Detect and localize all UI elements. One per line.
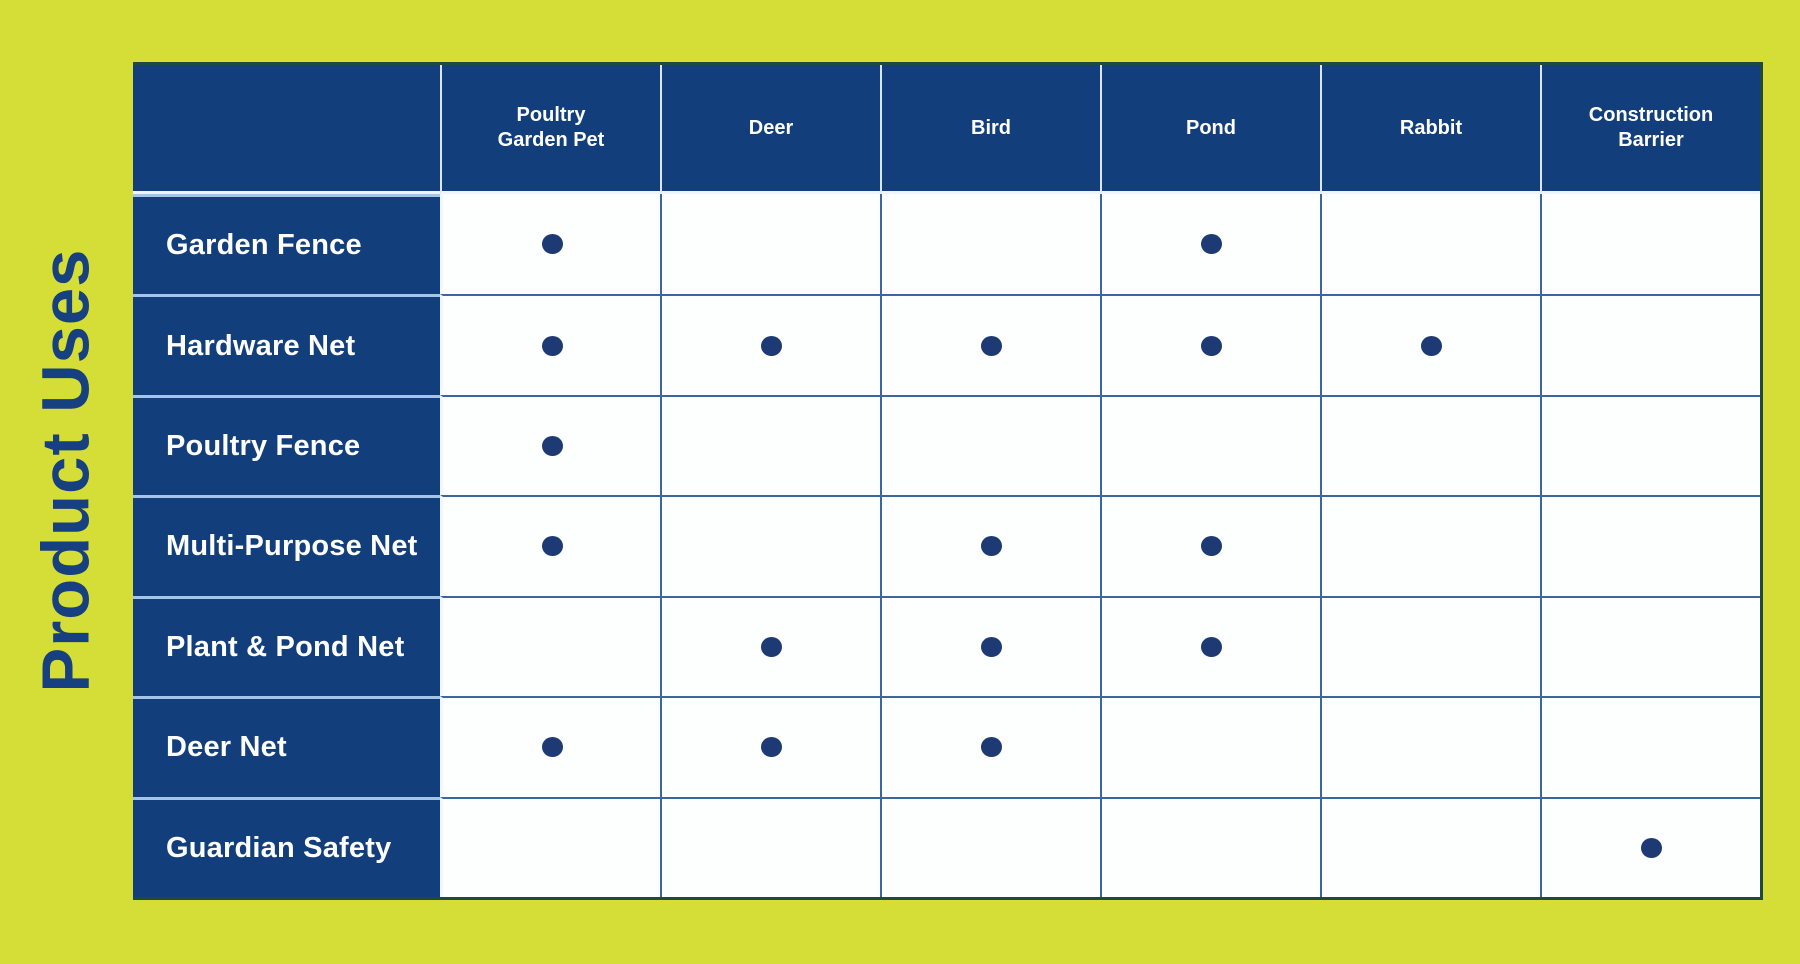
dot-marker: [542, 737, 563, 757]
matrix-cell-poultry-fence-pond: [1100, 395, 1320, 495]
matrix-cell-garden-fence-bird: [880, 194, 1100, 294]
dot-marker: [1201, 536, 1222, 556]
matrix-cell-guardian-safety-poultry-garden-pet: [440, 797, 660, 897]
dot-marker: [981, 637, 1002, 657]
dot-marker: [981, 536, 1002, 556]
column-header-deer: [660, 65, 880, 194]
dot-marker: [1421, 336, 1442, 356]
matrix-cell-deer-net-pond: [1100, 696, 1320, 796]
dot-marker: [542, 436, 563, 456]
row-label-text: Multi-Purpose Net: [166, 530, 418, 563]
dot-marker: [761, 637, 782, 657]
matrix-cell-multi-purpose-net-pond: [1100, 495, 1320, 595]
matrix-cell-poultry-fence-poultry-garden-pet: [440, 395, 660, 495]
row-label-garden-fence: [133, 194, 440, 294]
matrix-cell-guardian-safety-rabbit: [1320, 797, 1540, 897]
row-label-text: Hardware Net: [166, 329, 356, 362]
matrix-cell-hardware-net-bird: [880, 294, 1100, 394]
row-label-text: Guardian Safety: [166, 831, 392, 864]
matrix-cell-hardware-net-deer: [660, 294, 880, 394]
row-label-multi-purpose-net: [133, 495, 440, 595]
matrix-cell-garden-fence-pond: [1100, 194, 1320, 294]
matrix-cell-plant-pond-net-pond: [1100, 596, 1320, 696]
matrix-cell-guardian-safety-pond: [1100, 797, 1320, 897]
matrix-cell-poultry-fence-deer: [660, 395, 880, 495]
matrix-cell-hardware-net-construction-barrier: [1540, 294, 1760, 394]
matrix-cell-guardian-safety-bird: [880, 797, 1100, 897]
matrix-cell-garden-fence-construction-barrier: [1540, 194, 1760, 294]
dot-marker: [761, 336, 782, 356]
matrix-cell-deer-net-deer: [660, 696, 880, 796]
matrix-cell-deer-net-rabbit: [1320, 696, 1540, 796]
column-header-label: Pond: [1186, 116, 1236, 139]
dot-marker: [542, 536, 563, 556]
matrix-cell-multi-purpose-net-poultry-garden-pet: [440, 495, 660, 595]
column-header-label: Construction Barrier: [1588, 104, 1714, 151]
matrix-cell-garden-fence-rabbit: [1320, 194, 1540, 294]
column-header-rabbit: [1320, 65, 1540, 194]
matrix-cell-deer-net-poultry-garden-pet: [440, 696, 660, 796]
matrix-cell-plant-pond-net-bird: [880, 596, 1100, 696]
row-label-poultry-fence: [133, 395, 440, 495]
dot-marker: [542, 336, 563, 356]
column-header-label: Deer: [748, 116, 794, 139]
row-label-deer-net: [133, 696, 440, 796]
matrix-cell-multi-purpose-net-rabbit: [1320, 495, 1540, 595]
matrix-cell-multi-purpose-net-construction-barrier: [1540, 495, 1760, 595]
column-header-construction-barrier: [1540, 65, 1760, 194]
matrix-cell-poultry-fence-construction-barrier: [1540, 395, 1760, 495]
matrix-cell-deer-net-bird: [880, 696, 1100, 796]
matrix-cell-multi-purpose-net-bird: [880, 495, 1100, 595]
dot-marker: [981, 336, 1002, 356]
matrix-cell-poultry-fence-bird: [880, 395, 1100, 495]
row-label-plant-pond-net: [133, 596, 440, 696]
product-uses-table: [133, 62, 1763, 900]
row-label-text: Plant & Pond Net: [166, 630, 405, 663]
column-header-pond: [1100, 65, 1320, 194]
dot-marker: [1641, 838, 1662, 858]
dot-marker: [1201, 637, 1222, 657]
matrix-cell-plant-pond-net-deer: [660, 596, 880, 696]
column-header-bird: [880, 65, 1100, 194]
dot-marker: [542, 234, 563, 254]
matrix-cell-plant-pond-net-construction-barrier: [1540, 596, 1760, 696]
dot-marker: [761, 737, 782, 757]
column-header-label: Rabbit: [1399, 116, 1463, 139]
matrix-cell-guardian-safety-deer: [660, 797, 880, 897]
column-header-label: Bird: [971, 116, 1011, 139]
row-label-guardian-safety: [133, 797, 440, 897]
matrix-cell-deer-net-construction-barrier: [1540, 696, 1760, 796]
dot-marker: [1201, 234, 1222, 254]
column-header-poultry-garden-pet: [440, 65, 660, 194]
dot-marker: [981, 737, 1002, 757]
row-label-hardware-net: [133, 294, 440, 394]
matrix-cell-guardian-safety-construction-barrier: [1540, 797, 1760, 897]
row-label-text: Garden Fence: [166, 229, 362, 262]
matrix-cell-plant-pond-net-rabbit: [1320, 596, 1540, 696]
matrix-cell-hardware-net-poultry-garden-pet: [440, 294, 660, 394]
row-label-text: Deer Net: [166, 731, 287, 764]
row-label-text: Poultry Fence: [166, 430, 361, 463]
matrix-cell-garden-fence-poultry-garden-pet: [440, 194, 660, 294]
matrix-cell-plant-pond-net-poultry-garden-pet: [440, 596, 660, 696]
dot-marker: [1201, 336, 1222, 356]
page-title: Product Uses: [28, 248, 104, 692]
matrix-cell-multi-purpose-net-deer: [660, 495, 880, 595]
column-header-label: Poultry Garden Pet: [497, 104, 605, 151]
matrix-cell-hardware-net-rabbit: [1320, 294, 1540, 394]
vertical-title-wrap: [0, 30, 132, 910]
matrix-cell-hardware-net-pond: [1100, 294, 1320, 394]
corner-cell: [133, 65, 440, 194]
matrix-cell-garden-fence-deer: [660, 194, 880, 294]
matrix-cell-poultry-fence-rabbit: [1320, 395, 1540, 495]
